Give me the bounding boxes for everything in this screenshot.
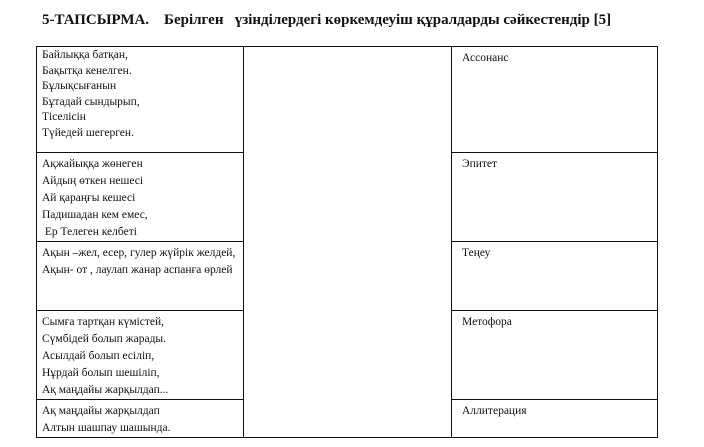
excerpt-line: Ақжайыққа жөнеген (42, 158, 143, 170)
table-row (37, 47, 658, 153)
device-label: Аллитерация (462, 405, 527, 417)
excerpt-line: Ақын- от , лаулап жанар аспанға өрлей (42, 264, 233, 276)
excerpt-line: Алтын шашпау шашында. (42, 422, 171, 434)
excerpt-line: Сүмбідей болып жарады. (42, 333, 167, 345)
excerpt-line: Тіселісін (42, 111, 86, 123)
excerpt-line: Ақын –жел, есер, гулер жүйрік желдей, (42, 247, 236, 259)
excerpt-line: Ай қараңғы кешесі (42, 192, 136, 204)
excerpt-line: Бұтадай сындырып, (42, 95, 140, 108)
excerpt-line: Сымға тартқан күмістей, (42, 316, 165, 328)
device-label: Эпитет (462, 158, 498, 170)
answer-column[interactable] (244, 47, 452, 438)
device-cell (452, 400, 658, 438)
excerpt-cell (37, 153, 244, 242)
excerpt-line: Асылдай болып есіліп, (42, 350, 155, 362)
excerpt-line: Падишадан кем емес, (42, 209, 148, 221)
excerpt-cell (37, 400, 244, 438)
excerpt-cell (37, 47, 244, 153)
excerpt-line: Айдың өткен нешесі (42, 175, 144, 187)
excerpt-cell (37, 242, 244, 311)
device-label: Ассонанс (462, 52, 509, 64)
device-cell (452, 311, 658, 400)
device-cell (452, 153, 658, 242)
excerpt-line: Ақ маңдайы жарқылдап (42, 405, 160, 417)
task-title: 5-ТАПСЫРМА. Берілген үзінділердегі көркемдеуіш құралдарды сәйкестендір [5] (42, 12, 612, 28)
excerpt-line: Ақ маңдайы жарқылдап... (42, 384, 169, 396)
excerpt-line: Бұлықсығанын (42, 80, 117, 92)
excerpt-line: Ер Телеген келбеті (42, 226, 137, 238)
device-cell (452, 242, 658, 311)
excerpt-line: Түйедей шегерген. (42, 126, 134, 139)
excerpt-line: Байлыққа батқан, (42, 49, 128, 61)
excerpt-line: Бақытқа кенелген. (42, 64, 132, 77)
device-label: Теңеу (462, 247, 491, 259)
excerpt-line: Нұрдай болып шешіліп, (42, 367, 160, 379)
device-label: Метофора (462, 316, 512, 328)
matching-table (36, 46, 658, 438)
device-cell (452, 47, 658, 153)
excerpt-cell (37, 311, 244, 400)
